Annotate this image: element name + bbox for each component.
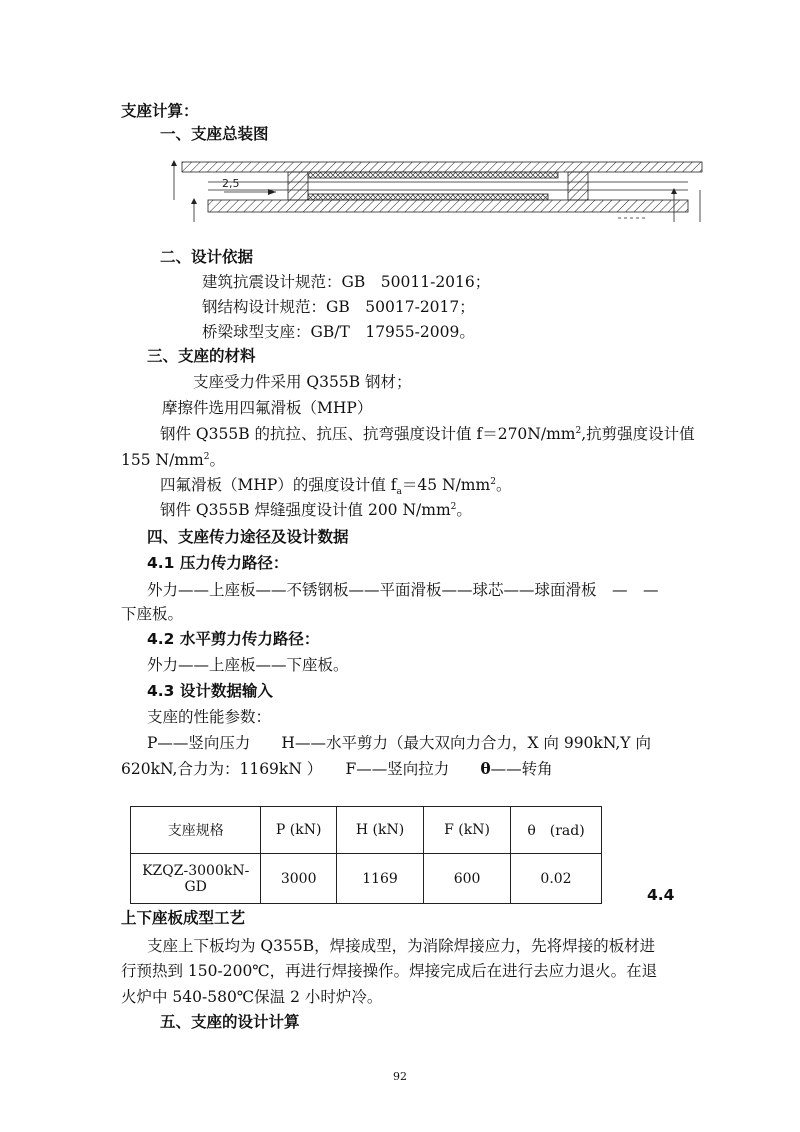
table-cell: 600 <box>424 854 511 904</box>
s2-title: 二、设计依据 <box>160 248 254 266</box>
section-heading: 支座计算： <box>121 102 199 120</box>
s4-4-line-2: 行预热到 150-200℃，再进行焊接操作。焊接完成后在进行去应力退火。在退 <box>121 962 658 980</box>
s3-paragraph-5: 钢件 Q355B 焊缝强度设计值 200 $N/mm^2$。 <box>160 501 472 519</box>
s4-4-title: 上下座板成型工艺 <box>121 909 246 927</box>
s3-paragraph-3: 钢件 Q355B 的抗拉、抗压、抗弯强度设计值 $f=270N/mm^2$,抗剪强度设计值 <box>160 425 695 443</box>
s3-paragraph-1: 支座受力件采用 Q355B 钢材； <box>193 373 412 391</box>
table-header-cell: P (kN) <box>261 807 337 854</box>
s3-paragraph-3-cont: 155 $N/mm^2$。 <box>121 451 225 469</box>
s4-2-title: 4.2 水平剪力传力路径： <box>147 630 320 648</box>
table-header-cell: θ (rad) <box>511 807 602 854</box>
table-header-cell: 支座规格 <box>131 807 261 854</box>
table-cell: 3000 <box>261 854 337 904</box>
s4-3-line-3: 620kN,合力为：1169kN ） F——竖向拉力 θ——转角 <box>121 759 553 778</box>
s4-title: 四、支座传力途径及设计数据 <box>147 528 349 546</box>
table-cell: 0.02 <box>511 854 602 904</box>
s4-1-title: 4.1 压力传力路径： <box>147 554 289 572</box>
s4-3-line-1: 支座的性能参数： <box>147 708 272 726</box>
s1-title: 一、支座总装图 <box>160 125 269 143</box>
spec-table <box>130 806 602 904</box>
assembly-drawing <box>168 160 708 222</box>
s3-paragraph-4: 四氟滑板（MHP）的强度设计值 $f_a=45$ $N/mm^2$。 <box>160 476 512 498</box>
table-header-row <box>131 807 602 854</box>
s4-3-title: 4.3 设计数据输入 <box>147 682 273 700</box>
s4-3-line-2: P——竖向压力 H——水平剪力（最大双向力合力，X 向 990kN,Y 向 <box>147 734 651 752</box>
s3-paragraph-2: 摩擦件选用四氟滑板（MHP） <box>162 399 373 417</box>
table-cell: 1169 <box>336 854 423 904</box>
s2-item-1: 建筑抗震设计规范：GB 50011-2016； <box>202 273 491 291</box>
s2-item-2: 钢结构设计规范：GB 50017-2017； <box>202 298 475 316</box>
s3-title: 三、支座的材料 <box>147 347 256 365</box>
page-number: 92 <box>393 1070 407 1083</box>
s2-item-3: 桥梁球型支座：GB/T 17955-2009。 <box>202 323 475 341</box>
table-cell: KZQZ-3000kN-GD <box>131 854 261 904</box>
s4-2-line-1: 外力——上座板——下座板。 <box>147 656 349 674</box>
drawing-dimension-label: 2,5 <box>222 177 240 190</box>
s4-4-line-3: 火炉中 540-580℃保温 2 小时炉冷。 <box>121 988 383 1006</box>
s5-title: 五、支座的设计计算 <box>160 1013 300 1031</box>
s4-4-line-1: 支座上下板均为 Q355B，焊接成型，为消除焊接应力，先将焊接的板材进 <box>147 937 656 955</box>
s4-1-line-1: 外力——上座板——不锈钢板——平面滑板——球芯——球面滑板 — — <box>147 581 659 599</box>
table-header-cell: H (kN) <box>336 807 423 854</box>
s4-4-number: 4.4 <box>647 886 675 904</box>
table-row <box>131 854 602 904</box>
s4-1-line-2: 下座板。 <box>121 605 184 623</box>
table-header-cell: F (kN) <box>424 807 511 854</box>
